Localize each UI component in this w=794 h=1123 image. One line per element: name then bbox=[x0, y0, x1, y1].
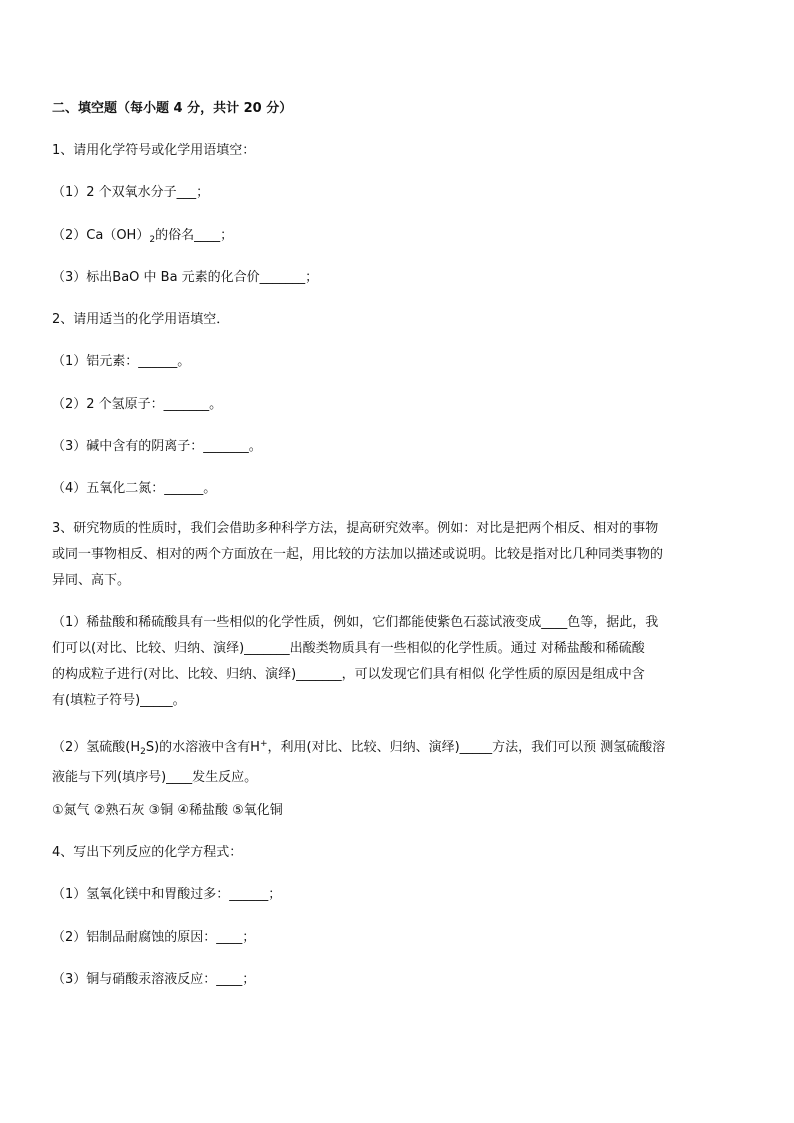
q1-part2-text-b: 的俗名____； bbox=[155, 228, 234, 243]
q4-part1: （1）氢氧化镁中和胃酸过多：______； bbox=[52, 887, 282, 902]
q3-part1-line2: 们可以(对比、比较、归纳、演绎)_______出酸类物质具有一些相似的化学性质。通过 对稀盐酸和稀硫酸 bbox=[52, 641, 645, 656]
q3-part2-line2: 液能与下列(填序号)____发生反应。 bbox=[52, 770, 258, 785]
q3-part2 bbox=[52, 731, 744, 791]
q1-part2-text-a: （2）Ca（OH） bbox=[52, 228, 150, 243]
q2-part2: （2）2 个氢原子：_______。 bbox=[52, 397, 223, 412]
q1-part2-subscript: 2 bbox=[149, 235, 156, 245]
q4-part3: （3）铜与硝酸汞溶液反应：____； bbox=[52, 972, 256, 987]
q3-part1 bbox=[52, 610, 744, 714]
q3-part2-line1 bbox=[52, 731, 744, 765]
q2-part3: （3）碱中含有的阴离子：_______。 bbox=[52, 439, 262, 454]
q3-part2-text-c: ，利用(对比、比较、归纳、演绎)_____方法，我们可以预 测氢硫酸溶 bbox=[267, 740, 666, 755]
q4-stem: 4、写出下列反应的化学方程式： bbox=[52, 845, 243, 860]
q3-part2-superscript: + bbox=[259, 739, 268, 749]
q1-stem: 1、请用化学符号或化学用语填空： bbox=[52, 143, 256, 158]
q3-part2-text-b: S)的水溶液中含有H bbox=[145, 740, 260, 755]
q1-part1: （1）2 个双氧水分子___； bbox=[52, 185, 210, 200]
q3-part1-line3: 的构成粒子进行(对比、比较、归纳、演绎)_______，可以发现它们具有相似 化学性质的原因是组成中含 bbox=[52, 667, 645, 682]
q3-stem bbox=[52, 516, 744, 594]
q3-stem-line2: 或同一事物相反、相对的两个方面放在一起，用比较的方法加以描述或说明。比较是指对比几种同类事物的 bbox=[52, 547, 664, 562]
q3-part2-subscript: 2 bbox=[140, 747, 146, 757]
section-heading: 二、填空题（每小题 4 分，共计 20 分） bbox=[52, 101, 293, 116]
q1-part2 bbox=[52, 227, 233, 249]
q2-stem: 2、请用适当的化学用语填空． bbox=[52, 312, 230, 327]
q2-part4: （4）五氧化二氮：______。 bbox=[52, 481, 217, 496]
q3-stem-line1: 3、研究物质的性质时，我们会借助多种科学方法，提高研究效率。例如：对比是把两个相反、相对的事物 bbox=[52, 521, 659, 536]
q3-part1-line1: （1）稀盐酸和稀硫酸具有一些相似的化学性质，例如，它们都能使紫色石蕊试液变成____色等，据此，我 bbox=[52, 615, 659, 630]
q2-part1: （1）铝元素：______。 bbox=[52, 354, 191, 369]
q3-part2-text-a: （2）氢硫酸(H bbox=[52, 740, 141, 755]
q3-stem-line3: 异同、高下。 bbox=[52, 573, 131, 588]
q1-part3: （3）标出BaO 中 Ba 元素的化合价_______； bbox=[52, 270, 319, 285]
q3-part1-line4: 有(填粒子符号)_____。 bbox=[52, 693, 186, 708]
q4-part2: （2）铝制品耐腐蚀的原因：____； bbox=[52, 930, 256, 945]
q3-options: ①氮气 ②熟石灰 ③铜 ④稀盐酸 ⑤氧化铜 bbox=[52, 803, 283, 818]
